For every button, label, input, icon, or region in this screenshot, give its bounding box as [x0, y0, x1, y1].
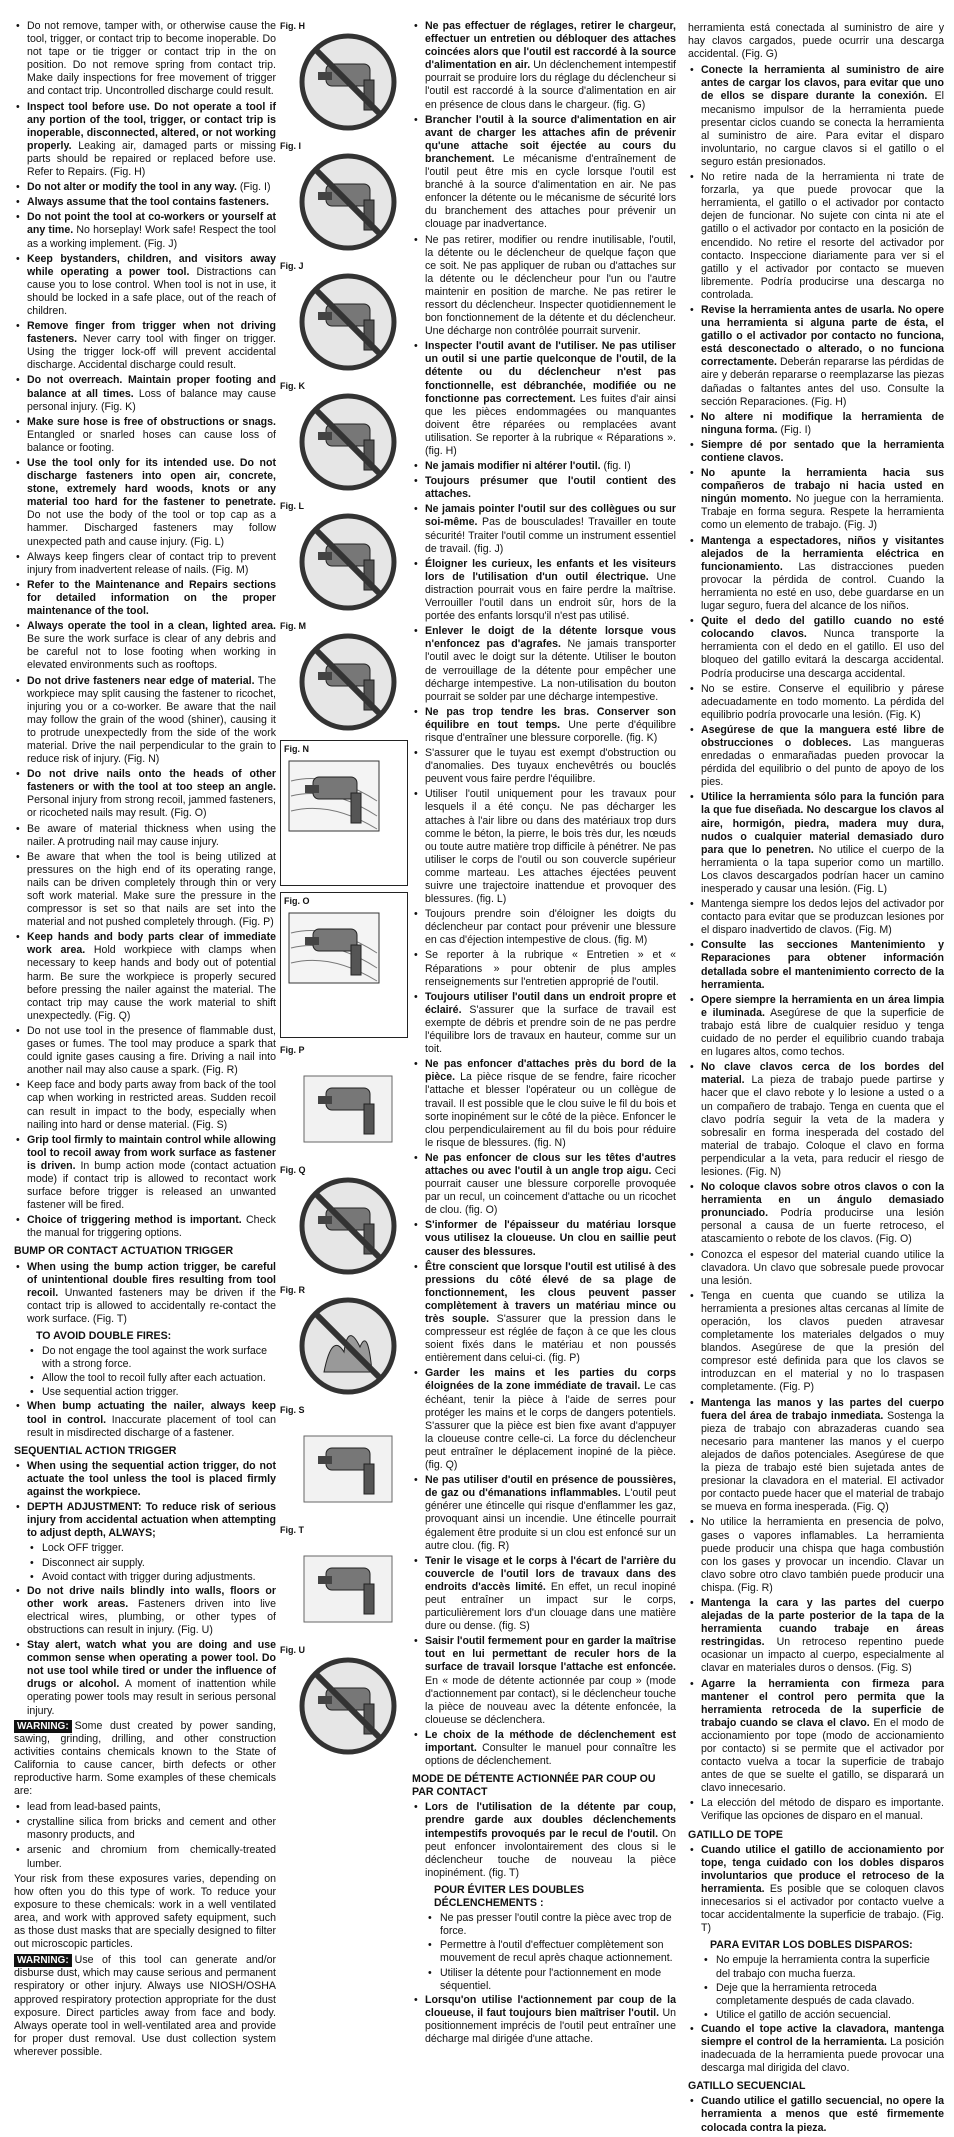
list-item: • Utiliser la détente pour l'actionnement en mode séquentiel.: [412, 1967, 676, 1993]
list-item: • Ne pas effectuer de réglages, retirer le chargeur, effectuer un entretien ou débloquer des attaches coincées alors que l'outil est raccordé à la source d'alimentation en air. Un déclenchement intempestif pourrait se produire lors du réglage du déclencheur si l'outil est raccordé à la source d'alimentation en air en présence de clous dans le chargeur. (fig. G): [412, 20, 676, 112]
list-item: • Avoid contact with trigger during adjustments.: [14, 1571, 276, 1584]
list-item: • No empuje la herramienta contra la superficie del trabajo con mucha fuerza.: [688, 1954, 944, 1980]
list-item: • Do not remove, tamper with, or otherwise cause the tool, trigger, or contact trip to become inoperable. Do not tape or tie trigger or contact trip in the on position. Do not remove spring from contact trip. Make daily inspections for free movement of trigger and contact trip. Uncontrolled discharge could result.: [14, 20, 276, 99]
figure: [280, 1164, 408, 1284]
figure: [280, 140, 408, 260]
figure-label: Fig. L: [280, 501, 304, 511]
list-item: • Ne pas trop tendre les bras. Conserver son équilibre en tout temps. Une perte d'équilibre risque d'entraîner une blessure corporelle. (fig. K): [412, 706, 676, 745]
list-item: • Keep bystanders, children, and visitors away while operating a power tool. Distractions can cause you to lose control. When tool is not in use, it should be locked in a safe place, out of the reach of children.: [14, 253, 276, 318]
list-item: • Ne pas presser l'outil contre la pièce avec trop de force.: [412, 1912, 676, 1938]
figure-label: Fig. R: [280, 1285, 305, 1295]
mode-list-2: [412, 1994, 676, 2046]
figure: [280, 1404, 408, 1524]
list-item: • Do not drive fasteners near edge of material. The workpiece may split causing the fastener to ricochet, injuring you or a co-worker. Be aware that the nail may follow the grain of the wood (shiner), causing it to protrude unexpectedly from the side of the work material. Drive the nail perpendicular to the grain to reduce risk of injury. (Fig. N): [14, 675, 276, 767]
bump-list-2: [14, 1400, 276, 1439]
figure-label: Fig. S: [280, 1405, 305, 1415]
list-item: • Always keep fingers clear of contact trip to prevent injury from inadvertent release of nails. (Fig. M): [14, 551, 276, 577]
french-column: [412, 20, 676, 2048]
list-item: • Saisir l'outil fermement pour en garder la maîtrise tout en lui permettant de reculer hors de la surface de travail lorsque l'attache est enfoncée. En « mode de détente actionnée par coup » (mode d'actionnement par contact), si le déclencheur touche la pièce de nouveau avec la détente enfoncée, la cloueuse se déclenchera.: [412, 1635, 676, 1727]
figure: [280, 1524, 408, 1644]
warning-label: WARNING:: [14, 1954, 72, 1967]
figure: [280, 1644, 408, 1764]
list-item: • Do not engage the tool against the work surface with a strong force.: [14, 1345, 276, 1371]
list-item: • Be aware of material thickness when using the nailer. A protruding nail may cause injury.: [14, 823, 276, 849]
list-item: • Use the tool only for its intended use. Do not discharge fasteners into open air, concrete, stone, extremely hard woods, knots or any material too hard for the fastener to penetrate. Do not use the body of the tool or top cap as a hammer. Discharged fasteners may follow unexpected path and cause injury. (Fig. L): [14, 457, 276, 549]
list-item: • Keep face and body parts away from back of the tool cap when working in restricted areas. Sudden recoil can result in impact to the body, especially when nailing into hard or dense material. (Fig. S): [14, 1079, 276, 1131]
list-item: • Enlever le doigt de la détente lorsque vous n'enfoncez pas d'agrafes. Ne jamais transporter l'outil avec le doigt sur la détente. Utiliser le bouton de verrouillage de la détente pour empêcher une décharge intempestive. La non-utilisation du bouton pourrait se solder par une décharge intempestive.: [412, 625, 676, 704]
french-safety-list: [412, 20, 676, 1768]
warning-paragraph-1: WARNING: Some dust created by power sanding, sawing, grinding, drilling, and other construction activities contains chemicals known to the State of California to cause cancer, birth defects or other reproductive harm. Some examples of these chemicals are:: [14, 1719, 276, 1798]
avoid-heading-fr: POUR ÉVITER LES DOUBLES DÉCLENCHEMENTS :: [434, 1883, 585, 1910]
list-item: • Brancher l'outil à la source d'alimentation en air avant de charger les attaches afin de prévenir qu'une attache soit éjectée au cours du branchement. Le mécanisme d'entraînement de l'outil peut être mis en cycle lorsque l'outil est branché à la source d'alimentation en air. Ne pas enfoncer la détente ou le mécanisme de sécurité lors du branchement des attaches pour prévenir un clouage par inadvertance.: [412, 114, 676, 232]
list-item: • Mantenga siempre los dedos lejos del activador por contacto para evitar que se produzcan lesiones por el disparo inadvertido de clavos. (Fig. M): [688, 898, 944, 937]
list-item: • Cuando utilice el gatillo de accionamiento por tope, tenga cuidado con los dobles disparos involuntarios que produce el retroceso de la herramienta. Es posible que se coloquen clavos innecesarios si el activador por contacto vuelve a tocar accidentalmente la superficie de trabajo. (Fig. T): [688, 1844, 944, 1936]
figure: [280, 1284, 408, 1404]
list-item: • Lock OFF trigger.: [14, 1542, 276, 1555]
list-item: • Disconnect air supply.: [14, 1557, 276, 1570]
list-item: • Mantenga a espectadores, niños y visitantes alejados de la herramienta eléctrica en funcionamiento. Las distracciones pueden provocar la pérdida de control. Cuando la herramienta no esté en uso, debe guardarse en un lugar seguro, fuera del alcance de los niños.: [688, 535, 944, 614]
figure-illustration: [294, 1292, 402, 1400]
avoid-heading-es: PARA EVITAR LOS DOBLES DISPAROS:: [710, 1939, 913, 1952]
list-item: • Revise la herramienta antes de usarla. No opere una herramienta si alguna parte de ésta, el gatillo o el activador por contacto no funciona, está desconectado o alterado, o no funciona correctamente. Deberán repararse las pérdidas de aire y deberán repararse o reemplazarse las piezas dañadas o faltantes antes del uso. Consulte la sección Reparaciones. (Fig. H): [688, 304, 944, 409]
tope-list-2: [688, 2023, 944, 2075]
list-item: • Inspecter l'outil avant de l'utiliser. Ne pas utiliser un outil si une partie quelconque de l'outil, de la détente ou du déclencheur n'est pas fonctionnelle, est débranchée, modifiée ou ne fonctionne pas correctement. Les fuites d'air ainsi que les pièces endommagées ou manquantes doivent être réparées ou remplacées avant utilisation. Se reporter à la rubrique « Réparations ». (fig. H): [412, 340, 676, 458]
list-item: • Lorsqu'on utilise l'actionnement par coup de la cloueuse, il faut toujours bien maîtriser l'outil. Un positionnement imprécis de l'outil peut entraîner une décharge mal dirigée d'une attache.: [412, 1994, 676, 2046]
list-item: • Garder les mains et les parties du corps éloignées de la zone immédiate de travail. Le cas échéant, tenir la pièce à l'aide de serres pour protéger les mains et le corps de dangers potentiels. S'assurer que la pièce est bien fixe avant d'appuyer la cloueuse contre celle-ci. La force du déclencheur peut entraîner le déplacement inopiné de la pièce. (fig. Q): [412, 1367, 676, 1472]
list-item: • Do not point the tool at co-workers or yourself at any time. No horseplay! Work safe! Respect the tool as a working implement. (Fig. J): [14, 211, 276, 250]
figure-illustration: [294, 1052, 402, 1160]
list-item: • When bump actuating the nailer, always keep tool in control. Inaccurate placement of tool can result in misdirected discharge of a fastener.: [14, 1400, 276, 1439]
list-item: • No apunte la herramienta hacia sus compañeros de trabajo ni hacia usted en ningún momento. No juegue con la herramienta. Trabaje en forma segura. Respete la herramienta como un elemento de trabajo. (Fig. J): [688, 467, 944, 532]
list-item: • When using the sequential action trigger, do not actuate the tool unless the tool is placed firmly against the workpiece.: [14, 1460, 276, 1499]
list-item: • Permettre à l'outil d'effectuer complètement son mouvement de recul après chaque actionnement.: [412, 1939, 676, 1965]
figure-illustration: [294, 28, 402, 136]
list-item: • Grip tool firmly to maintain control while allowing tool to recoil away from work surface as fastener is driven. In bump action mode (contact actuation mode) if contact trip is allowed to recontact work surface before trigger is released an unwanted fastener will be fired.: [14, 1134, 276, 1213]
list-item: • Choice of triggering method is important. Check the manual for triggering options.: [14, 1214, 276, 1240]
list-item: • No clave clavos cerca de los bordes del material. La pieza de trabajo puede partirse y hacer que el clavo rebote y lo lesione a usted o a un compañero de trabajo. Tenga en cuenta que el clavo podría seguir la veta de la madera y sobresalir en forma inesperada del costado del material de trabajo. Coloque el clavo en forma perpendicular a la veta, para reducir el riesgo de lesiones. (Fig. N): [688, 1061, 944, 1179]
list-item: • Être conscient que lorsque l'outil est utilisé à des pressions du côté élevé de sa plage de fonctionnement, les clous peuvent passer complètement à travers un matériau mince ou très souple. S'assurer que la pression dans le compresseur est réglée de façon à ce que les clous soient fixés dans le matériau et non poussés entièrement dans celui-ci. (fig. P): [412, 1261, 676, 1366]
list-item: • No se estire. Conserve el equilibrio y párese adecuadamente en todo momento. La pérdida del equilibrio podría provocarle una lesión. (Fig. K): [688, 683, 944, 722]
depth-list: [14, 1542, 276, 1583]
sequential-heading-es: GATILLO SECUENCIAL: [688, 2080, 806, 2093]
list-item: • Do not drive nails blindly into walls, floors or other work areas. Fasteners driven into live electrical wires, plumbing, or other types of obstructions can result in injury. (Fig. U): [14, 1585, 276, 1637]
list-item: • Use sequential action trigger.: [14, 1386, 276, 1399]
spanish-column: [688, 20, 944, 2137]
chemicals-list: [14, 1801, 276, 1870]
mode-list: [412, 1801, 676, 1880]
list-item: • Ne jamais modifier ni altérer l'outil. (fig. I): [412, 460, 676, 473]
list-item: • DEPTH ADJUSTMENT: To reduce risk of serious injury from accidental actuation when attempting to adjust depth, ALWAYS;: [14, 1501, 276, 1540]
english-safety-list: [14, 20, 276, 1240]
list-item: • Lors de l'utilisation de la détente par coup, prendre garde aux doubles déclenchements intempestifs provoqués par le recul de l'outil. On peut enfoncer involontairement des clous si le déclencheur touche de nouveau la pièce inopinément. (fig. T): [412, 1801, 676, 1880]
figure-illustration: [294, 268, 402, 376]
list-item: • La elección del método de disparo es importante. Verifique las opciones de disparo en el manual.: [688, 1797, 944, 1823]
avoid-list-es: [688, 1954, 944, 2021]
figure: [280, 380, 408, 500]
list-item: • Keep hands and body parts clear of immediate work area. Hold workpiece with clamps when necessary to keep hands and body out of potential harm. Be sure the workpiece is properly secured before pressing the nailer against the material. The contact trip may cause the work material to shift unexpectedly. (Fig. Q): [14, 931, 276, 1023]
figure-illustration: [294, 508, 402, 616]
list-item: • Do not alter or modify the tool in any way. (Fig. I): [14, 181, 276, 194]
english-column: [14, 20, 276, 2062]
list-item: • Opere siempre la herramienta en un área limpia e iluminada. Asegúrese de que la superficie de trabajo está libre de cualquier residuo y tenga cuidado de no perder el equilibrio cuando trabaja en lugares altos, como techos.: [688, 994, 944, 1059]
list-item: • Consulte las secciones Mantenimiento y Reparaciones para obtener información detallada sobre el mantenimiento correcto de la herramienta.: [688, 939, 944, 991]
list-item: • S'assurer que le tuyau est exempt d'obstruction ou d'anomalies. Des tuyaux enchevêtrés ou bouclés peuvent vous faire perdre l'équilibre.: [412, 747, 676, 786]
warning-label: WARNING:: [14, 1720, 72, 1733]
list-item: • crystalline silica from bricks and cement and other masonry products, and: [14, 1816, 276, 1842]
list-item: • Stay alert, watch what you are doing and use common sense when operating a power tool. Do not use tool while tired or under the influence of drugs or alcohol. A moment of inattention while operating power tools may result in serious personal injury.: [14, 1639, 276, 1718]
figure: [280, 620, 408, 740]
list-item: • Conozca el espesor del material cuando utilice la clavadora. Un clavo que sobresale puede provocar una lesión.: [688, 1249, 944, 1288]
figure-label: Fig. I: [280, 141, 301, 151]
list-item: • Do not use tool in the presence of flammable dust, gases or fumes. The tool may produce a spark that could ignite gases causing a fire. Driving a nail into another nail may also cause a spark. (Fig. R): [14, 1025, 276, 1077]
figure-illustration: [294, 388, 402, 496]
list-item: • Tenir le visage et le corps à l'écart de l'arrière du couvercle de l'outil lors de travaux dans des endroits d'accès limité. En effet, un recul inopiné peut entraîner un impact sur le corps, particulièrement lors d'un clouage dans une matière dure ou dense. (fig. S): [412, 1555, 676, 1634]
list-item: • Allow the tool to recoil fully after each actuation.: [14, 1372, 276, 1385]
sequential-list-es: [688, 2095, 944, 2134]
bump-trigger-heading: BUMP OR CONTACT ACTUATION TRIGGER: [14, 1245, 234, 1258]
figure-label: Fig. T: [280, 1525, 304, 1535]
figure: [280, 500, 408, 620]
figure: [280, 892, 408, 1038]
list-item: • No utilice la herramienta en presencia de polvo, gases o vapores inflamables. La herramienta puede producir una chispa que haga combustión con los gases y provocar un incendio. Clavar un clavo sobre otro clavo también puede producir una chispa. (Fig. R): [688, 1516, 944, 1595]
figure-label: Fig. M: [280, 621, 306, 631]
list-item: • Inspect tool before use. Do not operate a tool if any portion of the tool, trigger, or contact trip is inoperable, disconnected, altered, or not working properly. Leaking air, damaged parts or missing parts should be repaired or replaced before use. Refer to Repairs. (Fig. H): [14, 101, 276, 180]
list-item: • Utilice el gatillo de acción secuencial.: [688, 2009, 944, 2022]
list-item: • When using the bump action trigger, be careful of unintentional double fires resulting from tool recoil. Unwanted fasteners may be driven if the contact trip is allowed to accidentally re-contact the work surface. (Fig. T): [14, 1261, 276, 1326]
list-item: • lead from lead-based paints,: [14, 1801, 276, 1814]
list-item: • Always assume that the tool contains fasteners.: [14, 196, 276, 209]
list-item: • Mantenga las manos y las partes del cuerpo fuera del área de trabajo inmediata. Sostenga la pieza de trabajo con abrazaderas cuando sea necesario para mantener las manos y el cuerpo alejados de daños potenciales. Asegúrese de que la pieza de trabajo esté bien sujetada antes de presionar la clavadora en el material. El activador por contacto puede hacer que el material de trabajo se mueva en forma inesperada. (Fig. Q): [688, 1397, 944, 1515]
figure-label: Fig. Q: [280, 1165, 306, 1175]
list-item: • Make sure hose is free of obstructions or snags. Entangled or snarled hoses can cause loss of balance or footing.: [14, 416, 276, 455]
list-item: • Be aware that when the tool is being utilized at pressures on the high end of its operating range, nails can be driven completely through thin or very soft work material. Make sure the pressure in the compressor is set so that nails are set into the material and not pushed completely through. (Fig. P): [14, 851, 276, 930]
figure-label: Fig. K: [280, 381, 305, 391]
sequential-list: [14, 1460, 276, 1541]
list-item: • Agarre la herramienta con firmeza para mantener el control pero permita que la herramienta retroceda de la superficie de trabajo cuando se clava el clavo. En el modo de accionamiento por tope (modo de accionamiento por contacto) si se permite que el activador por contacto vuelva a tocar la superficie de trabajo antes de que se suelte el gatillo, se disparará un clavo innecesario.: [688, 1678, 944, 1796]
list-item: • Ne pas retirer, modifier ou rendre inutilisable, l'outil, la détente ou le déclencheur de quelque façon que ce soit. Ne pas appliquer de ruban ou d'attaches sur la détente ou le déclencheur pour l'un ou l'autre maintenir en position de marche. Ne pas retirer le ressort du déclencheur. Inspecter quotidiennement le bon fonctionnement de la détente et du déclencheur. Une décharge non contrôlée pourrait survenir.: [412, 234, 676, 339]
figure-illustration: [294, 1652, 402, 1760]
figure-illustration: [294, 628, 402, 736]
list-item: • Cuando el tope active la clavadora, mantenga siempre el control de la herramienta. La posición inadecuada de la herramienta puede provocar una descarga mal dirigida del clavo.: [688, 2023, 944, 2075]
figure: [280, 20, 408, 140]
list-item: • Mantenga la cara y las partes del cuerpo alejadas de la parte posterior de la tapa de la herramienta cuando trabaje en áreas restringidas. Un retroceso repentino puede ocasionar un impacto al cuerpo, especialmente al clavar en materiales duros o densos. (Fig. S): [688, 1597, 944, 1676]
figure-label: Fig. P: [280, 1045, 305, 1055]
list-item: • Éloigner les curieux, les enfants et les visiteurs lors de l'utilisation d'un outil électrique. Une distraction pourrait vous en faire perdre la maîtrise. Verrouiller l'outil dans un endroit sûr, hors de la portée des enfants lorsqu'il n'est pas utilisé.: [412, 558, 676, 623]
list-item: • Se reporter à la rubrique « Entretien » et « Réparations » pour obtenir de plus amples renseignements sur l'entretien approprié de l'outil.: [412, 949, 676, 988]
list-item: • Ne pas utiliser d'outil en présence de poussières, de gaz ou d'émanations inflammables. L'outil peut générer une étincelle qui risque d'enflammer les gaz, provoquant ainsi un incendie. Une étincelle pourrait également être produite si un clou est enfoncé sur un autre clou. (fig. R): [412, 1474, 676, 1553]
avoid-list: [14, 1345, 276, 1399]
list-item: • Le choix de la méthode de déclenchement est important. Consulter le manuel pour connaître les options de déclenchement.: [412, 1729, 676, 1768]
figure-illustration: [281, 893, 389, 1001]
avoid-double-fires-heading: TO AVOID DOUBLE FIRES:: [36, 1330, 172, 1342]
figure-illustration: [294, 148, 402, 256]
tope-list: [688, 1844, 944, 1936]
sequential-list-2: [14, 1585, 276, 1718]
figure-illustration: [294, 1172, 402, 1280]
list-item: • Siempre dé por sentado que la herramienta contiene clavos.: [688, 439, 944, 465]
list-item: • S'informer de l'épaisseur du matériau lorsque vous utilisez la cloueuse. Un clou en saillie peut causer des blessures.: [412, 1219, 676, 1258]
list-item: • Ne jamais pointer l'outil sur des collègues ou sur soi-même. Pas de bousculades! Travailler en toute sécurité! Traiter l'outil comme un instrument essentiel de travail. (fig. J): [412, 503, 676, 555]
figure-illustration: [294, 1412, 402, 1520]
list-item: • Conecte la herramienta al suministro de aire antes de cargar los clavos, para evitar que uno de ellos se dispare durante la conexión. El mecanismo impulsor de la herramienta puede presentar ciclos cuando se conecta la herramienta al suministro de aire. Para evitar el disparo involuntario, no cargue clavos si el gatillo o el seguro están presionados.: [688, 64, 944, 169]
list-item: • Quite el dedo del gatillo cuando no esté colocando clavos. Nunca transporte la herramienta con el dedo en el gatillo. El uso del bloqueo del gatillo evitará la descarga accidental. Podría producirse una descarga accidental.: [688, 615, 944, 680]
list-item: • Asegúrese de que la manguera esté libre de obstrucciones o dobleces. Las mangueras enredadas o enmarañadas pueden provocar la pérdida del equilibrio o del punto de apoyo de los pies.: [688, 724, 944, 789]
list-item: • arsenic and chromium from chemically-treated lumber.: [14, 1844, 276, 1870]
figure-label: Fig. H: [280, 21, 305, 31]
list-item: • Remove finger from trigger when not driving fasteners. Never carry tool with finger on trigger. Using the trigger lock-off will prevent accidental discharge. Accidental discharge could result.: [14, 320, 276, 372]
figure-label: Fig. J: [280, 261, 304, 271]
intro-paragraph: herramienta está conectada al suministro de aire y hay clavos cargados, puede ocurrir una descarga accidental. (Fig. G): [688, 22, 944, 61]
figure-label: Fig. O: [284, 896, 310, 906]
figure-label: Fig. N: [284, 744, 309, 754]
figure: [280, 740, 408, 886]
warning-paragraph-2: WARNING: Use of this tool can generate and/or disburse dust, which may cause serious and permanent respiratory or other injury. Always use NIOSH/OSHA approved respiratory protection appropriate for the dust exposure. Direct particles away from face and body. Always operate tool in well-ventilated area and provide for proper dust removal. Use dust collection system wherever possible.: [14, 1954, 276, 2058]
list-item: • No retire nada de la herramienta ni trate de forzarla, ya que puede provocar que la herramienta, el gatillo o el activador por contacto dejen de funcionar. No sujete con cinta ni ate el gatillo o el activador por contacto en la posición de encendido. No retire el resorte del activador por contacto. Inspeccione diariamente para ver si el gatillo y el activador por contacto se mueven libremente. Podría producirse una descarga no controlada.: [688, 171, 944, 302]
list-item: • Do not overreach. Maintain proper footing and balance at all times. Loss of balance may cause personal injury. (Fig. K): [14, 374, 276, 413]
figure-label: Fig. U: [280, 1645, 305, 1655]
figure-illustration: [294, 1532, 402, 1640]
tope-heading: GATILLO DE TOPE: [688, 1828, 783, 1841]
list-item: • Tenga en cuenta que cuando se utiliza la herramienta a presiones altas cercanas al límite de operación, los clavos pueden atravesar completamente los materiales delgados o muy blandos. Asegúrese de que la presión del compresor esté definida para que los clavos se introduzcan en el material y no lo traspasen completamente. (Fig. P): [688, 1290, 944, 1395]
list-item: • Refer to the Maintenance and Repairs sections for detailed information on the proper maintenance of the tool.: [14, 579, 276, 618]
avoid-list-fr: [412, 1912, 676, 1993]
list-item: • Cuando utilice el gatillo secuencial, no opere la herramienta a menos que esté firmemente colocada contra la pieza.: [688, 2095, 944, 2134]
list-item: • Deje que la herramienta retroceda completamente después de cada clavado.: [688, 1982, 944, 2008]
list-item: • No coloque clavos sobre otros clavos o con la herramienta en un ángulo demasiado pronunciado. Podría producirse una lesión personal a causa de un fuerte retroceso, el atascamiento o rebote de los clavos. (Fig. O): [688, 1181, 944, 1246]
bump-list: [14, 1261, 276, 1326]
spanish-safety-list: [688, 64, 944, 1823]
figure-column: [280, 20, 408, 1764]
figure: [280, 1044, 408, 1164]
sequential-trigger-heading: SEQUENTIAL ACTION TRIGGER: [14, 1444, 177, 1457]
list-item: • Utilice la herramienta sólo para la función para la que fue diseñada. No descargue los clavos al aire, hormigón, piedra, madera muy dura, nudos o cualquier material demasiado duro para que lo penetren. No utilice el cuerpo de la herramienta o la tapa superior como un martillo. Los clavos descargados podrían hacer un camino inesperado y causar una lesión. (Fig. L): [688, 791, 944, 896]
figure-illustration: [281, 741, 389, 849]
list-item: • No altere ni modifique la herramienta de ninguna forma. (Fig. I): [688, 411, 944, 437]
risk-paragraph: Your risk from these exposures varies, depending on how often you do this type of work. To reduce your exposure to these chemicals: work in a well ventilated area, and work with approved safety equipment, such as those dust masks that are specially designed to filter out microscopic particles.: [14, 1872, 276, 1951]
list-item: • Toujours présumer que l'outil contient des attaches.: [412, 475, 676, 501]
mode-heading: MODE DE DÉTENTE ACTIONNÉE PAR COUP OU PAR CONTACT: [412, 1773, 656, 1799]
list-item: • Do not drive nails onto the heads of other fasteners or with the tool at too steep an angle. Personal injury from strong recoil, jammed fasteners, or ricocheted nails may result. (Fig. O): [14, 768, 276, 820]
list-item: • Toujours prendre soin d'éloigner les doigts du déclencheur par contact pour prévenir une blessure en cas d'éjection intempestive de clous. (fig. M): [412, 908, 676, 947]
list-item: • Ne pas enfoncer d'attaches près du bord de la pièce. La pièce risque de se fendre, faire ricocher l'attache et blesser l'opérateur ou un collègue de travail. Il est possible que le clou suive le fil du bois et sorte inopinément sur le côté de la pièce. Enfoncer le clou perpendiculairement au fil du bois pour réduire le risque de blessures. (fig. N): [412, 1058, 676, 1150]
list-item: • Ne pas enfoncer de clous sur les têtes d'autres attaches ou avec l'outil à un angle trop aigu. Ceci pourrait causer une blessure corporelle provoquée par un recul, un coincement d'attache ou un ricochet de clou. (fig. O): [412, 1152, 676, 1217]
list-item: • Always operate the tool in a clean, lighted area. Be sure the work surface is clear of any debris and be careful not to lose footing when working in elevated environments such as rooftops.: [14, 620, 276, 672]
list-item: • Toujours utiliser l'outil dans un endroit propre et éclairé. S'assurer que la surface de travail est exempte de débris et prendre soin de ne pas perdre l'équilibre lors de travaux en hauteur, comme sur un toit.: [412, 991, 676, 1056]
figure: [280, 260, 408, 380]
list-item: • Utiliser l'outil uniquement pour les travaux pour lesquels il a été conçu. Ne pas décharger les attaches à l'air libre ou dans des matériaux trop durs comme le béton, la pierre, le bois très dur, les nœuds ou toute autre matière trop difficile à pénétrer. Ne pas utiliser le corps de l'outil ou son couvercle supérieur comme marteau. Les attaches éjectées peuvent suivre une trajectoire inattendue et provoquer des blessures. (fig. L): [412, 788, 676, 906]
